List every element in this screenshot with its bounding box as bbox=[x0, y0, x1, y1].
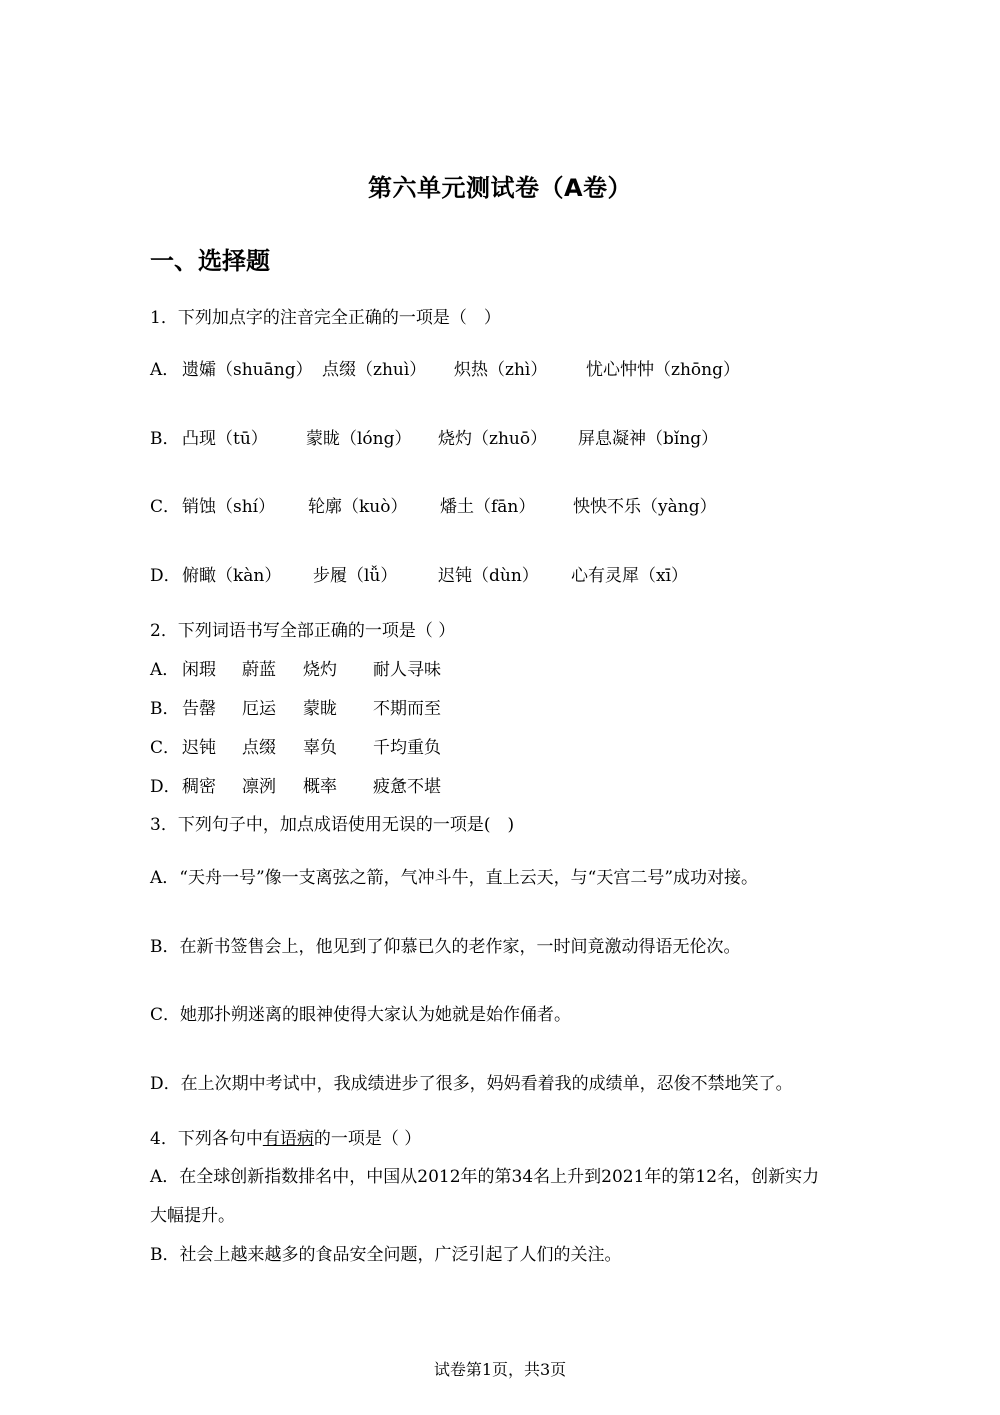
q2-option-c-item-3: 辜负 bbox=[303, 738, 337, 758]
q1-option-c-item-4: 怏怏不乐（yàng） bbox=[573, 497, 717, 517]
q4-stem-suffix: 的一项是（ ） bbox=[313, 1129, 422, 1149]
page-footer: 试卷第1页，共3页 bbox=[433, 1360, 567, 1379]
q1-option-c-label: C． bbox=[150, 497, 181, 517]
q1-option-a-item-1: 遗孀（shuāng） bbox=[182, 360, 313, 380]
q1-option-d-item-3: 迟钝（dùn） bbox=[438, 566, 539, 586]
q4-option-b: B．社会上越来越多的食品安全问题，广泛引起了人们的关注。 bbox=[150, 1245, 622, 1265]
q2-option-b-item-4: 不期而至 bbox=[373, 699, 441, 719]
q2-option-c-item-2: 点缀 bbox=[242, 738, 276, 758]
q2-option-c-label: C． bbox=[150, 738, 181, 758]
q2-option-d-item-2: 凛洌 bbox=[242, 777, 276, 797]
q1-option-d-item-4: 心有灵犀（xī） bbox=[571, 566, 689, 586]
q3-option-a: A．“天舟一号”像一支离弦之箭，气冲斗牛，直上云天，与“天宫二号”成功对接。 bbox=[150, 868, 759, 888]
q2-option-c-item-1: 迟钝 bbox=[182, 738, 216, 758]
q1-option-b-label: B． bbox=[150, 429, 180, 449]
q1-option-b-item-2: 蒙眬（lóng） bbox=[306, 429, 412, 449]
q2-option-b-item-2: 厄运 bbox=[242, 699, 276, 719]
q2-option-a-item-3: 烧灼 bbox=[303, 660, 337, 680]
q2-option-c-item-4: 千均重负 bbox=[373, 738, 441, 758]
q1-option-b-item-1: 凸现（tū） bbox=[182, 429, 268, 449]
q1-option-c-item-2: 轮廓（kuò） bbox=[308, 497, 408, 517]
section-title: 一、选择题 bbox=[150, 247, 270, 275]
q3-option-c: C．她那扑朔迷离的眼神使得大家认为她就是始作俑者。 bbox=[150, 1005, 572, 1025]
question-2-stem: 2．下列词语书写全部正确的一项是（ ） bbox=[150, 621, 456, 641]
q1-option-d-item-2: 步履（lǚ） bbox=[313, 566, 398, 586]
page-title: 第六单元测试卷（A卷） bbox=[367, 174, 633, 202]
q3-option-b: B．在新书签售会上，他见到了仰慕已久的老作家，一时间竟激动得语无伦次。 bbox=[150, 937, 741, 957]
q1-option-a-item-4: 忧心忡忡（zhōng） bbox=[586, 360, 740, 380]
q1-option-b-item-3: 烧灼（zhuō） bbox=[438, 429, 548, 449]
q2-option-b-item-1: 告罄 bbox=[182, 699, 216, 719]
question-3-stem: 3．下列句子中，加点成语使用无误的一项是( ) bbox=[150, 815, 515, 835]
q1-option-a-label: A． bbox=[150, 360, 180, 380]
q2-option-b-label: B． bbox=[150, 699, 180, 719]
q2-option-b-item-3: 蒙眬 bbox=[303, 699, 337, 719]
q2-option-a-item-2: 蔚蓝 bbox=[242, 660, 276, 680]
q1-option-b-item-4: 屏息凝神（bǐng） bbox=[578, 429, 719, 449]
q1-option-a-item-2: 点缀（zhuì） bbox=[322, 360, 427, 380]
q1-option-c-item-1: 销蚀（shí） bbox=[182, 497, 276, 517]
q2-option-a-label: A． bbox=[150, 660, 180, 680]
question-1-stem: 1．下列加点字的注音完全正确的一项是（ ） bbox=[150, 308, 501, 328]
q2-option-d-label: D． bbox=[150, 777, 181, 797]
q2-option-d-item-4: 疲惫不堪 bbox=[373, 777, 441, 797]
q3-option-d: D．在上次期中考试中，我成绩进步了很多，妈妈看着我的成绩单，忍俊不禁地笑了。 bbox=[150, 1074, 793, 1094]
question-4-stem bbox=[150, 1124, 421, 1149]
q2-option-d-item-3: 概率 bbox=[303, 777, 337, 797]
q1-option-d-label: D． bbox=[150, 566, 181, 586]
q1-option-a-item-3: 炽热（zhì） bbox=[454, 360, 548, 380]
q2-option-a-item-4: 耐人寻味 bbox=[373, 660, 441, 680]
q1-option-d-item-1: 俯瞰（kàn） bbox=[182, 566, 282, 586]
q4-stem-prefix: 4．下列各句中 bbox=[150, 1129, 263, 1149]
q4-option-a-line-2: 大幅提升。 bbox=[150, 1206, 235, 1226]
q2-option-d-item-1: 稠密 bbox=[182, 777, 216, 797]
q4-stem-underlined: 有语病 bbox=[262, 1129, 314, 1149]
q4-option-a-line-1: A．在全球创新指数排名中，中国从2012年的第34名上升到2021年的第12名，创新实力 bbox=[150, 1167, 820, 1187]
q1-option-c-item-3: 燔土（fān） bbox=[440, 497, 536, 517]
q2-option-a-item-1: 闲瑕 bbox=[182, 660, 216, 680]
